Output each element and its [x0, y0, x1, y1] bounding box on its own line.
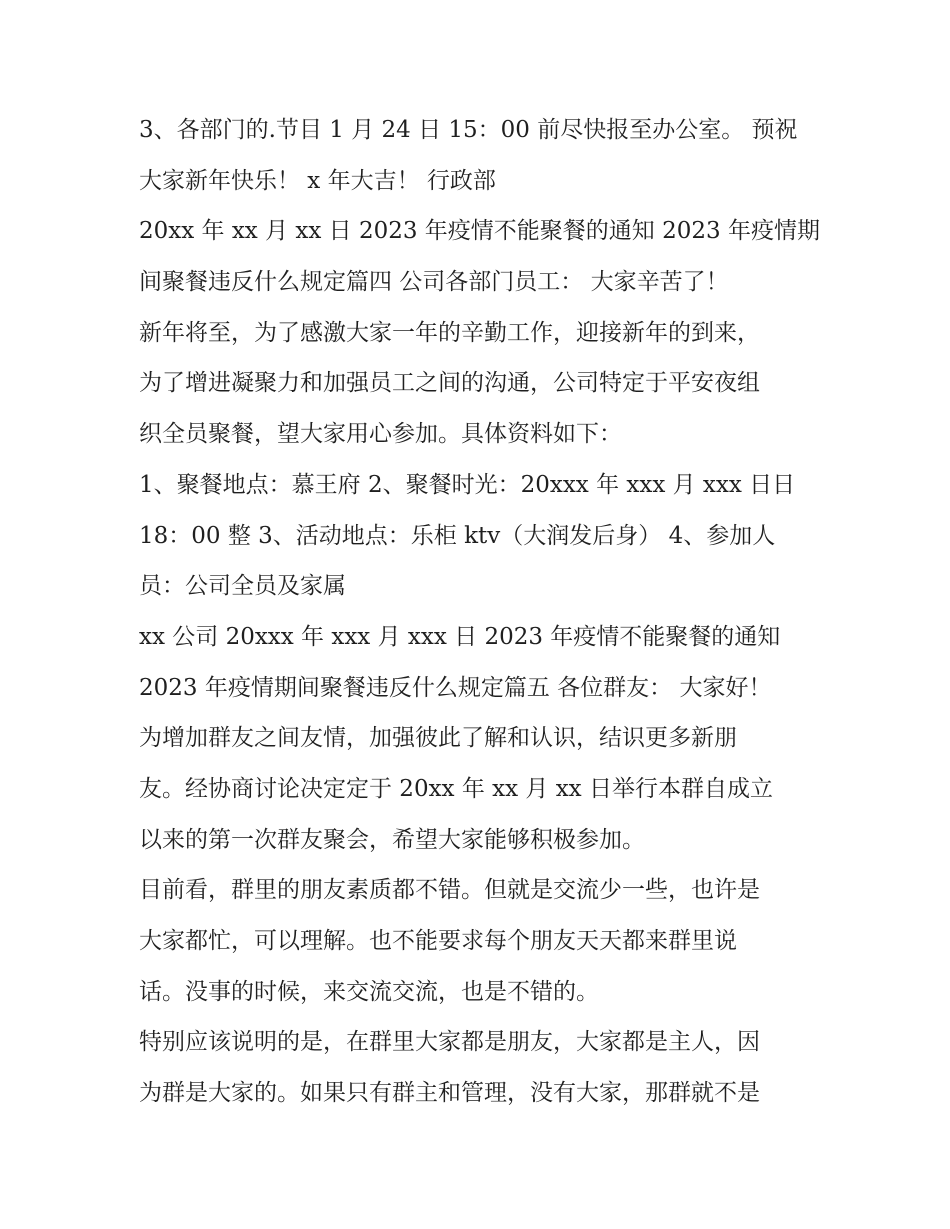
- text-line-11: xx 公司 20xxx 年 xxx 月 xxx 日 2023 年疫情不能聚餐的通知: [139, 623, 781, 650]
- text-line-12: 2023 年疫情期间聚餐违反什么规定篇五 各位群友： 大家好！: [139, 674, 772, 701]
- text-line-9: 18：00 整 3、活动地点：乐柜 ktv（大润发后身） 4、参加人: [139, 522, 776, 549]
- text-line-4: 间聚餐违反什么规定篇四 公司各部门员工： 大家辛苦了！: [139, 269, 729, 296]
- text-line-1: 3、各部门的.节目 1 月 24 日 15：00 前尽快报至办公室。 预祝: [139, 117, 798, 143]
- text-line-13: 为增加群友之间友情，加强彼此了解和认识，结识更多新朋: [139, 725, 737, 752]
- text-line-5: 新年将至，为了感激大家一年的辛勤工作，迎接新年的到来，: [139, 319, 760, 346]
- text-line-16: 目前看，群里的朋友素质都不错。但就是交流少一些，也许是: [139, 877, 760, 904]
- document-body: [139, 105, 819, 1119]
- text-line-7: 织全员聚餐，望大家用心参加。具体资料如下：: [139, 421, 622, 448]
- text-line-17: 大家都忙，可以理解。也不能要求每个朋友天天都来群里说: [139, 928, 737, 954]
- text-line-19: 特别应该说明的是，在群里大家都是朋友，大家都是主人，因: [139, 1029, 760, 1056]
- text-line-14: 友。经协商讨论决定定于 20xx 年 xx 月 xx 日举行本群自成立: [139, 775, 773, 802]
- text-line-6: 为了增进凝聚力和加强员工之间的沟通，公司特定于平安夜组: [139, 370, 760, 397]
- text-line-15: 以来的第一次群友聚会，希望大家能够积极参加。: [139, 826, 645, 853]
- text-line-2: 大家新年快乐！ x 年大吉！ 行政部: [139, 167, 496, 194]
- text-line-8: 1、聚餐地点：慕王府 2、聚餐时光：20xxx 年 xxx 月 xxx 日日: [139, 471, 796, 498]
- text-line-20: 为群是大家的。如果只有群主和管理，没有大家，那群就不是: [139, 1080, 760, 1107]
- text-line-10: 员：公司全员及家属: [139, 573, 346, 600]
- text-line-18: 话。没事的时候，来交流交流，也是不错的。: [139, 978, 599, 1005]
- text-line-3: 20xx 年 xx 月 xx 日 2023 年疫情不能聚餐的通知 2023 年疫情期: [139, 218, 820, 245]
